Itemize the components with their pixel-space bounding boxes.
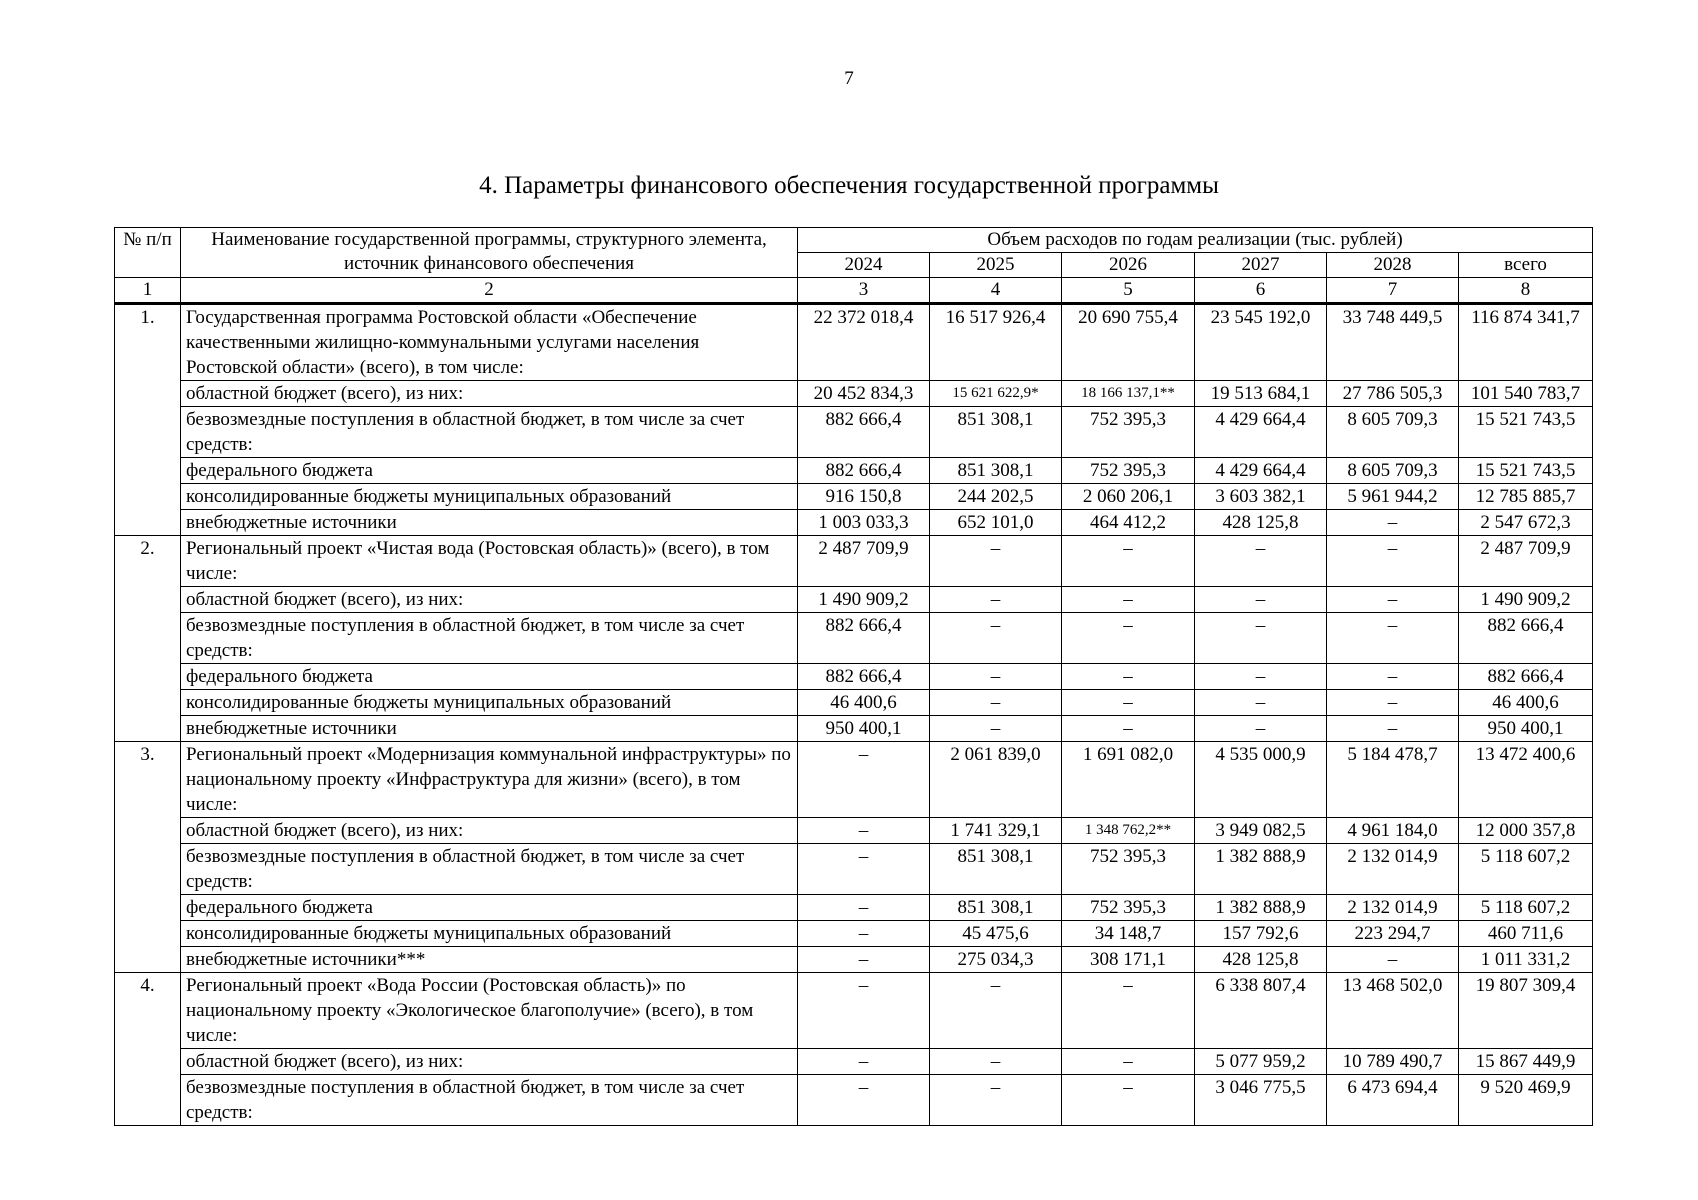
table-row	[115, 510, 1593, 536]
row-value: –	[930, 690, 1062, 716]
row-value: 2 061 839,0	[930, 742, 1062, 818]
row-value: –	[1062, 613, 1195, 664]
column-index: 4	[930, 278, 1062, 304]
header-year: 2026	[1062, 253, 1195, 278]
row-value: 20 452 834,3	[798, 381, 930, 407]
row-value: –	[798, 1075, 930, 1126]
row-value: 1 741 329,1	[930, 818, 1062, 844]
row-value: –	[1062, 716, 1195, 742]
table-row	[115, 484, 1593, 510]
row-total: 101 540 783,7	[1459, 381, 1593, 407]
row-value: –	[1062, 587, 1195, 613]
row-value: 15 621 622,9*	[930, 381, 1062, 407]
row-value: 3 949 082,5	[1195, 818, 1327, 844]
row-name: областной бюджет (всего), из них:	[181, 587, 798, 613]
row-value: 1 003 033,3	[798, 510, 930, 536]
row-value: 2 060 206,1	[1062, 484, 1195, 510]
row-name: безвозмездные поступления в областной бюджет, в том числе за счет средств:	[181, 407, 798, 458]
row-total: 9 520 469,9	[1459, 1075, 1593, 1126]
table-row	[115, 304, 1593, 381]
row-name: безвозмездные поступления в областной бюджет, в том числе за счет средств:	[181, 613, 798, 664]
row-total: 19 807 309,4	[1459, 973, 1593, 1049]
table-row	[115, 742, 1593, 818]
row-value: –	[798, 947, 930, 973]
row-value: –	[1062, 1049, 1195, 1075]
row-value: –	[1327, 947, 1459, 973]
row-value: –	[798, 973, 930, 1049]
table-row	[115, 947, 1593, 973]
row-total: 1 490 909,2	[1459, 587, 1593, 613]
row-total: 13 472 400,6	[1459, 742, 1593, 818]
row-value: 851 308,1	[930, 458, 1062, 484]
row-total: 15 521 743,5	[1459, 407, 1593, 458]
table-row	[115, 844, 1593, 895]
row-value: 882 666,4	[798, 458, 930, 484]
row-total: 882 666,4	[1459, 664, 1593, 690]
row-total: 2 547 672,3	[1459, 510, 1593, 536]
row-name: федерального бюджета	[181, 895, 798, 921]
row-value: 851 308,1	[930, 895, 1062, 921]
row-value: –	[930, 587, 1062, 613]
row-value: –	[1327, 664, 1459, 690]
header-year: 2025	[930, 253, 1062, 278]
row-value: 950 400,1	[798, 716, 930, 742]
table-row	[115, 690, 1593, 716]
row-value: –	[1062, 664, 1195, 690]
row-name: консолидированные бюджеты муниципальных образований	[181, 921, 798, 947]
row-value: 652 101,0	[930, 510, 1062, 536]
page-number: 7	[844, 68, 854, 89]
section-title: 4. Параметры финансового обеспечения государственной программы	[479, 172, 1219, 199]
row-value: –	[798, 921, 930, 947]
header-expenses-group: Объем расходов по годам реализации (тыс. рублей)	[798, 228, 1593, 253]
row-value: 6 473 694,4	[1327, 1075, 1459, 1126]
row-value: 752 395,3	[1062, 844, 1195, 895]
row-value: –	[798, 818, 930, 844]
column-index: 2	[181, 278, 798, 304]
table-row	[115, 536, 1593, 587]
column-index: 8	[1459, 278, 1593, 304]
row-total: 12 000 357,8	[1459, 818, 1593, 844]
row-number: 3.	[115, 742, 181, 973]
row-value: 157 792,6	[1195, 921, 1327, 947]
row-value: –	[1195, 613, 1327, 664]
row-value: 4 961 184,0	[1327, 818, 1459, 844]
row-value: –	[1327, 716, 1459, 742]
row-value: 45 475,6	[930, 921, 1062, 947]
row-value: –	[930, 613, 1062, 664]
row-value: 464 412,2	[1062, 510, 1195, 536]
row-name: внебюджетные источники***	[181, 947, 798, 973]
table-row	[115, 613, 1593, 664]
table-row	[115, 973, 1593, 1049]
row-value: 223 294,7	[1327, 921, 1459, 947]
row-value: 2 132 014,9	[1327, 844, 1459, 895]
row-name: Региональный проект «Модернизация коммунальной инфраструктуры» по национальному проекту «Инфраструктура для жизни» (всего), в том числе:	[181, 742, 798, 818]
column-index: 5	[1062, 278, 1195, 304]
row-name: безвозмездные поступления в областной бюджет, в том числе за счет средств:	[181, 1075, 798, 1126]
table-row	[115, 407, 1593, 458]
row-name: Государственная программа Ростовской области «Обеспечение качественными жилищно-коммунальными услугами населения Ростовской области» (всего), в том числе:	[181, 304, 798, 381]
row-name: консолидированные бюджеты муниципальных образований	[181, 690, 798, 716]
row-name: федерального бюджета	[181, 664, 798, 690]
header-year: 2028	[1327, 253, 1459, 278]
row-value: 19 513 684,1	[1195, 381, 1327, 407]
row-total: 116 874 341,7	[1459, 304, 1593, 381]
row-value: 46 400,6	[798, 690, 930, 716]
row-name: безвозмездные поступления в областной бюджет, в том числе за счет средств:	[181, 844, 798, 895]
header-number-column: № п/п	[115, 228, 181, 278]
row-total: 15 521 743,5	[1459, 458, 1593, 484]
row-value: –	[798, 1049, 930, 1075]
row-value: –	[1062, 690, 1195, 716]
column-index: 6	[1195, 278, 1327, 304]
row-total: 15 867 449,9	[1459, 1049, 1593, 1075]
row-value: –	[1327, 613, 1459, 664]
row-value: –	[1062, 973, 1195, 1049]
row-total: 1 011 331,2	[1459, 947, 1593, 973]
row-number: 4.	[115, 973, 181, 1126]
row-value: –	[1195, 690, 1327, 716]
row-total: 950 400,1	[1459, 716, 1593, 742]
row-value: 33 748 449,5	[1327, 304, 1459, 381]
row-total: 5 118 607,2	[1459, 895, 1593, 921]
row-value: –	[1062, 536, 1195, 587]
table-row	[115, 1075, 1593, 1126]
row-value: –	[1195, 536, 1327, 587]
row-value: –	[1327, 536, 1459, 587]
row-name: внебюджетные источники	[181, 510, 798, 536]
row-value: 2 132 014,9	[1327, 895, 1459, 921]
row-value: 6 338 807,4	[1195, 973, 1327, 1049]
row-value: 20 690 755,4	[1062, 304, 1195, 381]
row-value: 275 034,3	[930, 947, 1062, 973]
row-value: 34 148,7	[1062, 921, 1195, 947]
row-value: 752 395,3	[1062, 458, 1195, 484]
row-name: консолидированные бюджеты муниципальных образований	[181, 484, 798, 510]
row-value: 1 348 762,2**	[1062, 818, 1195, 844]
table-row	[115, 716, 1593, 742]
table-row	[115, 664, 1593, 690]
row-value: 8 605 709,3	[1327, 407, 1459, 458]
row-value: –	[930, 973, 1062, 1049]
row-value: –	[798, 844, 930, 895]
row-value: 1 490 909,2	[798, 587, 930, 613]
header-year: 2024	[798, 253, 930, 278]
row-value: –	[1062, 1075, 1195, 1126]
row-value: 916 150,8	[798, 484, 930, 510]
row-value: –	[930, 664, 1062, 690]
row-value: 1 691 082,0	[1062, 742, 1195, 818]
row-name: внебюджетные источники	[181, 716, 798, 742]
row-value: –	[1195, 587, 1327, 613]
row-value: 10 789 490,7	[1327, 1049, 1459, 1075]
table-row	[115, 587, 1593, 613]
row-value: 13 468 502,0	[1327, 973, 1459, 1049]
header-total: всего	[1459, 253, 1593, 278]
row-value: 244 202,5	[930, 484, 1062, 510]
row-value: 4 429 664,4	[1195, 458, 1327, 484]
row-number: 1.	[115, 304, 181, 536]
financing-table	[114, 227, 1593, 1126]
row-value: –	[798, 742, 930, 818]
row-value: –	[930, 536, 1062, 587]
row-value: 882 666,4	[798, 407, 930, 458]
row-value: 2 487 709,9	[798, 536, 930, 587]
row-value: 8 605 709,3	[1327, 458, 1459, 484]
header-name-column: Наименование государственной программы, структурного элемента, источник финансового обеспечения	[181, 228, 798, 278]
row-number: 2.	[115, 536, 181, 742]
row-value: 5 077 959,2	[1195, 1049, 1327, 1075]
row-name: областной бюджет (всего), из них:	[181, 381, 798, 407]
row-value: 4 429 664,4	[1195, 407, 1327, 458]
row-value: 22 372 018,4	[798, 304, 930, 381]
table-row	[115, 381, 1593, 407]
row-value: 5 961 944,2	[1327, 484, 1459, 510]
table-row	[115, 1049, 1593, 1075]
row-value: 851 308,1	[930, 844, 1062, 895]
row-name: федерального бюджета	[181, 458, 798, 484]
row-name: Региональный проект «Чистая вода (Ростовская область)» (всего), в том числе:	[181, 536, 798, 587]
row-value: 428 125,8	[1195, 510, 1327, 536]
header-year: 2027	[1195, 253, 1327, 278]
row-value: 3 046 775,5	[1195, 1075, 1327, 1126]
row-name: областной бюджет (всего), из них:	[181, 1049, 798, 1075]
row-total: 460 711,6	[1459, 921, 1593, 947]
row-value: –	[930, 1075, 1062, 1126]
row-total: 2 487 709,9	[1459, 536, 1593, 587]
row-value: 882 666,4	[798, 664, 930, 690]
table-row	[115, 818, 1593, 844]
row-value: –	[1195, 716, 1327, 742]
row-value: 27 786 505,3	[1327, 381, 1459, 407]
row-value: 882 666,4	[798, 613, 930, 664]
row-value: 18 166 137,1**	[1062, 381, 1195, 407]
row-value: 5 184 478,7	[1327, 742, 1459, 818]
row-total: 5 118 607,2	[1459, 844, 1593, 895]
row-value: –	[930, 1049, 1062, 1075]
table-header	[115, 228, 1593, 304]
row-name: областной бюджет (всего), из них:	[181, 818, 798, 844]
row-value: 308 171,1	[1062, 947, 1195, 973]
row-total: 882 666,4	[1459, 613, 1593, 664]
column-index: 7	[1327, 278, 1459, 304]
row-value: 16 517 926,4	[930, 304, 1062, 381]
row-name: Региональный проект «Вода России (Ростовская область)» по национальному проекту «Экологическое благополучие» (всего), в том числе:	[181, 973, 798, 1049]
table-body	[115, 304, 1593, 1126]
row-value: 752 395,3	[1062, 407, 1195, 458]
row-value: 3 603 382,1	[1195, 484, 1327, 510]
row-value: 1 382 888,9	[1195, 844, 1327, 895]
row-value: –	[1327, 510, 1459, 536]
table-row	[115, 895, 1593, 921]
row-value: –	[1327, 690, 1459, 716]
column-index: 1	[115, 278, 181, 304]
row-value: –	[930, 716, 1062, 742]
table-row	[115, 458, 1593, 484]
row-value: –	[798, 895, 930, 921]
row-value: 752 395,3	[1062, 895, 1195, 921]
row-total: 12 785 885,7	[1459, 484, 1593, 510]
row-value: 4 535 000,9	[1195, 742, 1327, 818]
row-total: 46 400,6	[1459, 690, 1593, 716]
column-index: 3	[798, 278, 930, 304]
table-row	[115, 921, 1593, 947]
row-value: 1 382 888,9	[1195, 895, 1327, 921]
row-value: 851 308,1	[930, 407, 1062, 458]
row-value: 23 545 192,0	[1195, 304, 1327, 381]
row-value: –	[1327, 587, 1459, 613]
row-value: –	[1195, 664, 1327, 690]
row-value: 428 125,8	[1195, 947, 1327, 973]
